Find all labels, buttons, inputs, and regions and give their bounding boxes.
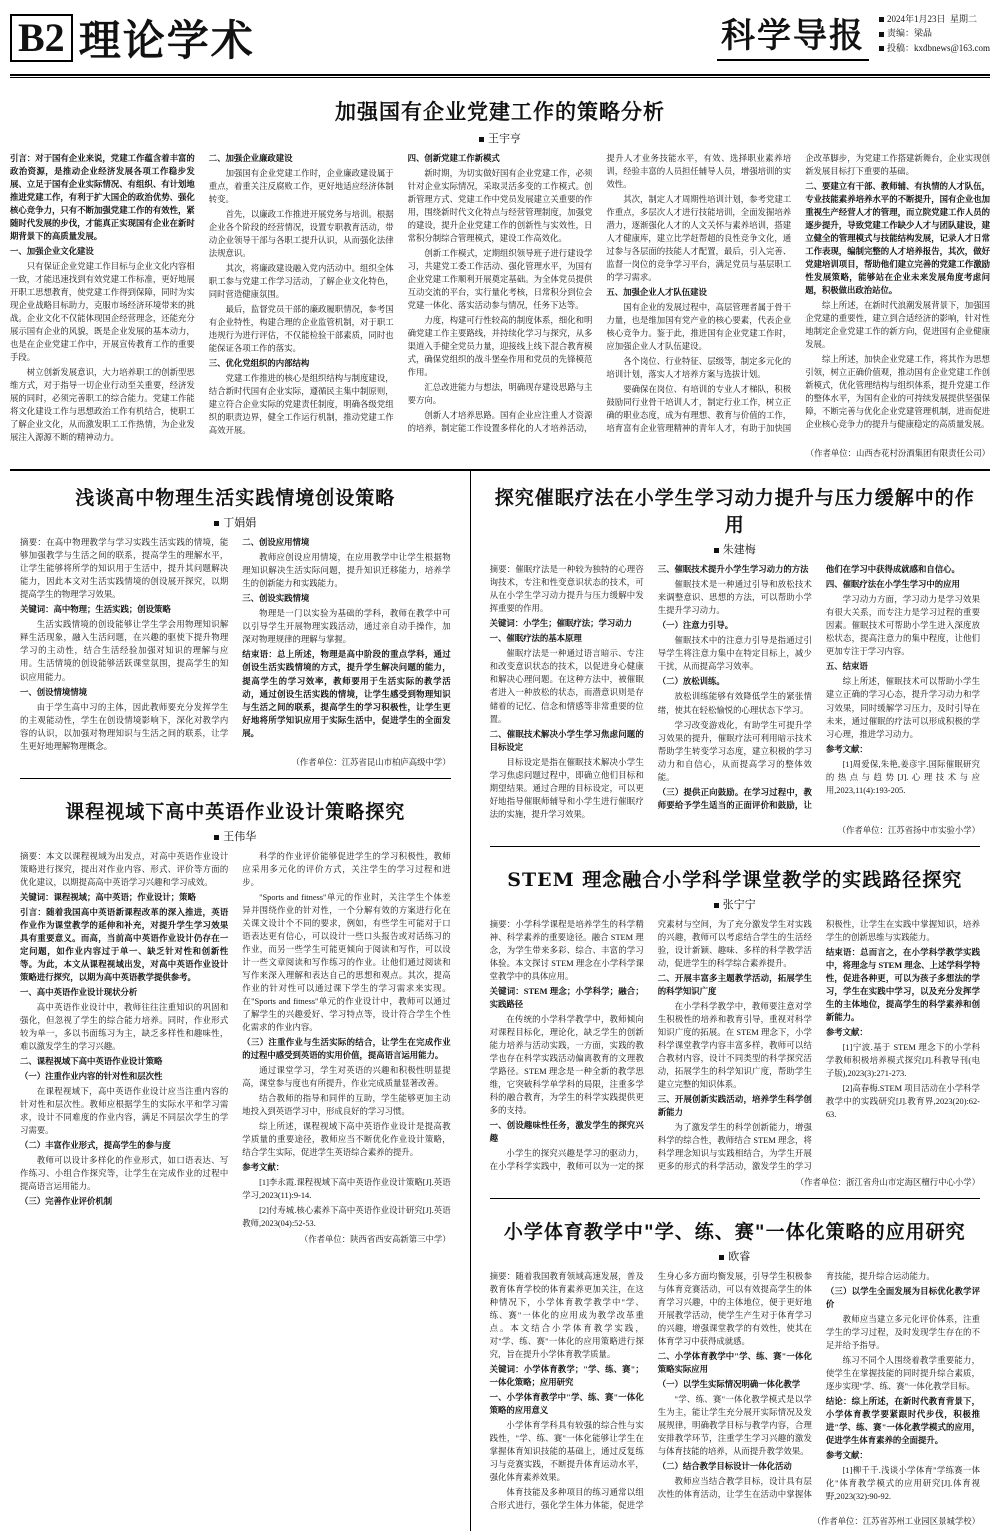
paragraph: 结合教师的指导和同伴的互助，学生能够更加主动地投入到英语学习中，形成良好的学习习惯。 — [242, 1093, 451, 1116]
paragraph: （二）丰富作业形式，提高学生的参与度 — [20, 1140, 171, 1150]
paragraph: 参考文献： — [825, 744, 868, 754]
paragraph: 学习动力方面，学习动力是学习效果有很大关系，而专注力是学习过程的重要因素。催眠技术可帮助小学生进入深度放松状态，提高注意力的集中程度，让他们更加专注于学习内容。 — [825, 595, 980, 657]
paragraph: 催眠技术中的注意力引导是指通过引导学生将注意力集中在特定目标上，减少干扰，从而提高学习效率。 — [657, 636, 812, 672]
lead-article-unit: （作者单位：山西杏花村汾酒集团有限责任公司） — [805, 449, 990, 459]
paragraph: 体育技能及多种项目的练习通常以组合形式进行，强化学生体力体能，促进学生身心多方面均衡发展，引导学生积极参与体育竞赛活动，可以有效提高学生的体育学习兴趣，中的主体地位，便于更好地开展教学活动，使学生产生对于体育学习的兴趣，增强课堂教学的有效性，使其在体育学习中获得成就感。 — [489, 1271, 812, 1511]
paragraph: [2]高春梅.STEM 项目活动在小学科学教学中的实践研究[J].教育界,2023(20):62-63. — [825, 1083, 980, 1119]
paragraph: 五、结束语 — [825, 662, 868, 672]
paragraph: 加强国有企业党建工作时，企业廉政建设属于重点，着重关注反腐败工作，更好地适应经济体制转变。 — [208, 169, 394, 205]
keywords: 关键词：高中物理；生活实践；创设策略 — [20, 605, 171, 615]
article-stem-title: STEM 理念融合小学科学课堂教学的实践路径探究 — [507, 868, 963, 891]
bullet-icon — [719, 1255, 724, 1260]
paragraph: 综上所述，加快企业党建工作，将其作为思想引领，树立正确价值观，推动国有企业党建工作创新模式，优化管理结构与组织体系，提升党建工作的整体水平，为国有企业的可持续发展提供坚强保障，不断完善与优化企业党建管理机制，进而促进企业核心竞争力的提升与健康稳定的高质量发展。 — [805, 355, 990, 430]
article-stem-unit: （作者单位：浙江省舟山市定海区檀行中心小学） — [795, 1177, 980, 1187]
paragraph: 目标设定是指在催眠技术解决小学生学习焦虑问题过程中，即确立他们目标和期望结果。通过合理的目标设定，可以更好地指导催眠师辅导和小学生进行催眠疗法的实施，提升学习效果。 — [489, 757, 644, 819]
paragraph: 一、创设趣味性任务，激发学生的探究兴趣 — [489, 1120, 644, 1143]
paragraph: 生活实践情境的创设能够让学生学会用物理知识解释生活现象，融入生活问题，在兴趣的驱使下提升物理学习的主动性，结合生活经验加强对知识的理解与应用。生活情境的创设能够活跃课堂氛围，提高学生的知识应用能力。 — [20, 620, 229, 682]
keywords: 关键词：STEM 理念；小学科学；融合；实践路径 — [489, 986, 644, 1009]
article-english-body — [20, 850, 451, 1230]
article-english-paragraphs — [20, 850, 451, 1230]
masthead-left — [10, 8, 255, 68]
paragraph: 为了激发学生的科学创新能力，增强科学的综合性，教师结合 STEM 理念，将科学理念知识与实践相结合，为学生开展更多的形式的科学活动，激发学生的学习积极性，让学生在实践中掌握知识，培养学生的创新思维与实践能力。 — [657, 919, 980, 1171]
paragraph: 各个岗位、行业特征、层级等，制定多元化的培训计划，落实人才培养方案与选拔计划。 — [606, 357, 792, 380]
paragraph: 要确保在岗位、有培训的专业人才梯队，积极鼓励同行业骨干培训人才，制定行业工作，树立正确的职业态度，成为有理想、教育与价值的工作，培育富有企业管理精神的青年人才，有助于加快国企改革脚步，为党建工作搭建新舞台，企业实现创新发展目标打下重要的基础。 — [606, 154, 990, 434]
paragraph: 教师应创设应用情境，在应用教学中让学生根据物理知识解决生活实际问题，提升知识迁移能力，培养学生的创新能力和实践能力。 — [242, 553, 451, 589]
paragraph: （一）注重作业内容的针对性和层次性 — [20, 1071, 163, 1081]
paragraph: 创新工作模式，定期组织领导班子进行建设学习，共建党工委工作活动、强化管理水平，为国有企业党建工作顺利开展奠定基础。为全体党员提供互动交流的平台，实行量化考核，日常积分到位会党建一体化、落实活动参与情况，任务下达等。 — [407, 249, 593, 311]
paragraph: 三、创设实践情境 — [242, 594, 310, 604]
paragraph: （二）结合教学目标设计一体化活动 — [657, 1462, 792, 1472]
right-column — [471, 471, 990, 1531]
paragraph: 小学生的探究兴趣是学习的驱动力，在小学科学实践中，教师可以为一定的探究素材与空间，为了充分激发学生对实践的兴趣，教师可以考虑结合学生的生活经验，设计新颖、趣味、多样的科学教学活动，促进学生的科学综合素养提升。 — [489, 919, 812, 1171]
bullet-icon — [214, 835, 219, 840]
paragraph: [1]李永霞.课程视域下高中英语作业设计策略[J].英语学习,2023(11):9-14. — [242, 1177, 451, 1200]
paragraph: 放松训练能够有效降低学生的紧张情绪，使其在轻松愉悦的心理状态下学习。 — [657, 692, 812, 715]
article-stem — [480, 853, 990, 1192]
paragraph: "学、练、赛"一体化教学模式是以学生为主，能让学生充分展开实际情况及发展规律，明确教学目标与教学内容，合理安排教学环节，注重学生学习兴趣的激发与体育技能的培养，从而提升教学效果。 — [657, 1395, 812, 1457]
paragraph: 树立创新发展意识，大力培养职工的创新型思维方式，对于指导一切企业行动至关重要，经济发展的同时，必须完善职工的综合能力。党建工作能将文化建设工作与思想政治工作有机结合，使职工了解企业文化，从而激发职工工作热情，为企业发展注入源源不断的精神动力。 — [10, 368, 195, 443]
editor-line: 责编：梁晶 — [879, 26, 990, 40]
masthead-rule-thin — [10, 77, 990, 78]
paragraph: 参考文献： — [825, 1027, 868, 1037]
article-pe-unit: （作者单位：江苏省苏州工业园区景城学校） — [812, 1517, 980, 1527]
section-title: 理论学术 — [78, 16, 255, 65]
paper-name: 科学导报 — [717, 8, 869, 61]
paragraph: 一、高中英语作业设计现状分析 — [20, 987, 138, 997]
paragraph: 其次，制定人才周期性培训计划，参考党建工作重点，多层次人才进行技能培训，全面发掘培养潜力，逐渐强化人才的人文关怀与素养培训，搭建人才健康库，建立比学赶帮超的良性竞争文化，通过参与各层面的技能人才配置，最后，引入完善、监督一岗位的竞争学习平台，满足党员与基层职工的学习需求。 — [606, 195, 792, 283]
paragraph: 只有保证企业党建工作目标与企业文化内容相一致，才能迅速找到有效党建工作标准，更好地展开职工思想教育，使党建工作得到保障，同时为实现企业战略目标助力，克服市场经济环境带来的挑战。企业文化不仅能体现国企经营理念，还能充分展示国有企业的风貌，既是企业发展的基本动力，也是在企业党建工作中，开展宣传教育工作的重要手段。 — [10, 262, 195, 363]
submit-line: 投稿：kxdbnews@163.com — [879, 41, 990, 55]
article-english-byline: 王伟华 — [20, 828, 451, 844]
left-column — [10, 471, 471, 1531]
paragraph: 创新人才培养思路。国有企业应注重人才资源的培养，制定能工作设置多样化的人才培养活动，提升人才业务技能水平，有效、选择职业素养培训，经验丰富的人员担任辅导人员，增强培训的实效性。 — [407, 154, 792, 434]
article-hypnosis-unit: （作者单位：江苏省扬中市实验小学） — [837, 825, 980, 835]
paragraph: 首先，以廉政工作推进开展党务与培训。根据企业各个阶段的经营情况，设置专职教育活动，带动企业领导干部与各职工提升认识，从而强化法律法规意识。 — [208, 210, 394, 259]
abstract: 摘要：本文以课程视域为出发点，对高中英语作业设计策略进行探究，提出对作业内容、形式、评价等方面的优化建议，以期提高高中英语学习兴趣和学习成效。 — [20, 851, 229, 887]
divider — [490, 1198, 980, 1199]
keywords: 关键词：小学生；催眠疗法；学习动力 — [489, 619, 632, 629]
bullet-icon — [714, 903, 719, 908]
paragraph: 通过课堂学习，学生对英语的兴趣和积极性明显提高，课堂参与度也有所提升，作业完成质量显著改善。 — [242, 1065, 451, 1088]
paragraph: 催眠技术是一种通过引导和放松技术来调整意识、思想的方法，可以帮助小学生提升学习动力。 — [657, 580, 812, 616]
paragraph: 一、创设情境情境 — [20, 687, 87, 697]
paragraph: 参考文献： — [242, 1162, 285, 1172]
paragraph: [2]付寿城.核心素养下高中英语作业设计研究[J].英语教师,2023(04):52-53. — [242, 1206, 451, 1229]
paragraph: 力度，构建可行性较高的制度体系，细化和明确党建工作主要路线，并持续化学习与探究，从多渠道入手健全党员力量，迎接线上线下混合教育模式，确保党组织的战斗堡垒作用和党员的先锋模范作用。 — [407, 316, 593, 378]
masthead — [0, 0, 1000, 72]
paragraph: 在课程视域下，高中英语作业设计应当注重内容的针对性和层次性。教师应根据学生的实际水平和学习需求，设计不同难度的作业内容，满足不同层次学生的学习需要。 — [20, 1086, 229, 1135]
paragraph: [1]宁波.基于 STEM 理念下的小学科学教师积极培养模式探究[J].科教导刊(电子版),2023(3):271-273. — [825, 1042, 980, 1078]
article-hypnosis-byline: 朱建梅 — [490, 541, 980, 557]
paragraph: 小学体育学科具有较强的综合性与实践性，"学、练、赛"一体化能够让学生在掌握体育知识技能的基础上，通过反复练习与竞赛实践，不断提升体育运动水平，强化体育素养效果。 — [489, 1421, 644, 1483]
paragraph: 五、加强企业人才队伍建设 — [606, 288, 707, 298]
paragraph: 教师可以设计多样化的作业形式，如口语表达、写作练习、小组合作探究等，让学生在完成作业的过程中提高语言运用能力。 — [20, 1155, 229, 1191]
paragraph: 高中英语作业设计中，教师往往注重知识的巩固和强化，但忽视了学生的综合能力培养。同时，作业形式较为单一，多以书面练习为主，缺乏多样性和趣味性，难以激发学生的学习兴趣。 — [20, 1002, 229, 1051]
paragraph: 综上所述，催眠技术可以帮助小学生建立正确的学习心态，提升学习动力和学习效果，同时缓解学习压力，及时引导在未来，通过催眠的疗法可以形成积极的学习心理，推进学习动力。 — [825, 677, 980, 739]
article-physics-body — [20, 536, 451, 752]
abstract: 摘要：在高中物理教学与学习实践生活实践的情境，能够加强教学与生活之间的联系，提高学生的理解水平，让学生能够将所学的知识用于生活中，提升其问题解决能力，因此本文对生活实践情境的创设展开探究，以期提高学生的物理学习效果。 — [20, 538, 229, 600]
lead-article — [0, 84, 1000, 463]
paragraph: 学习改变游戏化，有助学生可提升学习效果的提升，催眠疗法可利用暗示技术帮助学生转变学习态度，建立积极的学习动力和自信心，从而提高学习的整体效能。 — [657, 720, 812, 782]
page-number: B2 — [10, 14, 73, 62]
paragraph: 综上所述，课程视域下高中英语作业设计是提高教学质量的重要途径，教师应当不断优化作业设计策略，结合学生实际，促进学生英语综合素养的提升。 — [242, 1121, 451, 1157]
bullet-icon — [214, 521, 219, 526]
paragraph: 引言：随着我国高中英语新课程改革的深入推进，英语作业作为课堂教学的延伸和补充，对提升学生学习效果具有重要意义。而高，当前高中英语作业设计仍存在一定问题，如作业内容过于单一、缺乏针对性和创新性等。为此，本文从课程视域出发，对高中英语作业设计策略进行探究，以期为高中英语教学提供参考。 — [20, 907, 229, 982]
paragraph: 练习不同个人围绕着教学重要能力，使学生在掌握技能的同时提升综合素质，逐步实现"学、练、赛"一体化教学目标。 — [825, 1356, 980, 1392]
paragraph: （三）完善作业评价机制 — [20, 1196, 113, 1206]
paragraph: 在小学科学教学中，教师要注意对学生积极性的培养和教育引导，重视对科学知识广度的拓展。在 STEM 理念下，小学科学课堂教学内容丰富多样，教师可以结合教材内容，设计不同类型的科学探究活动，拓展学生的科学知识广度，帮助学生建立完整的知识体系。 — [657, 1001, 812, 1089]
paragraph: 一、小学体育教学中"学、练、赛"一体化策略的应用意义 — [489, 1393, 644, 1416]
paragraph: 新时期，为切实做好国有企业党建工作，必须针对企业实际情况，采取灵活多变的工作模式。创新管理方式、党建工作中党员发展建立关重要的作用，围绕新时代文化特点与经营管理制度，加强党的建设，提升企业党建工作的创新性与实效性，日常积分制综合管理模式，建设工作高效化。 — [407, 169, 593, 244]
paragraph: 二、加强企业廉政建设 — [208, 154, 293, 163]
paragraph: （一）以学生实际情况明确一体化教学 — [657, 1380, 801, 1390]
divider — [20, 778, 451, 779]
paragraph: 最后，监督党员干部的廉政履职情况，参考国有企业特性，构建合理的企业监管机制，对于职工违规行为进行评估，不仅能检验干部素质，同时也能保证各项工作的落实。 — [208, 305, 394, 354]
paragraph: 党建工作推进的核心是组织结构与制度建设，结合新时代国有企业实际，遵循民主集中制原则，建立符合企业实际的党建责任制度，明确各级党组织的职责边界，健全工作运行机制，推动党建工作高效开展。 — [208, 374, 394, 436]
paragraph: 国有企业的发展过程中，高层管理者属于骨干力量，也是维加国有党产业的核心要素，代表企业核心竞争力。鉴于此，推进国有企业党建工作时，应加强企业人才队伍建设。 — [606, 303, 792, 352]
paragraph: 二、要建立有干部、教师辅、有执情的人才队伍，专业技能素养培养水平的不断提升，国有企业也加重视生产经营人才的管理，而立院党建工作人员的逐步提升，导致党建工作缺少人才与团队建设，建立健全的管理模式与技能结构发展，记录人才日常工作表现，编制完整的人才培养报告，其次，做好党建培训项目，帮助他们建立完善的党建工作激励性发展策略，能够站在企业未来发展角度考虑问题，积极做出政治站位。 — [805, 182, 990, 296]
paragraph: 二、创设应用情境 — [242, 538, 310, 548]
paragraph: 其次，将廉政建设融入党内活动中。组织全体职工参与党建工作学习活动，了解企业文化特色，同时营造健康氛围。 — [208, 264, 394, 300]
paragraph: 三、催眠技术提升小学生学习动力的方法 — [657, 565, 809, 575]
article-physics-unit: （作者单位：江苏省昆山市柏庐高级中学） — [291, 757, 451, 767]
paragraph: 在传统的小学科学教学中，教师倾向对课程目标化，理论化，缺乏学生的创新能力培养与活动实践，一方面，实践的教学也存在科学实践活动偏离教育的文理教学路径。STEM 理念是一种全新的教学思维，它突破科学单学科的局限，注重多学科的融合教育，为学生的科学实践提供更多的支持。 — [489, 1014, 644, 1115]
bullet-icon — [879, 46, 884, 51]
paragraph: （一）注意力引导。 — [657, 621, 734, 631]
paragraph: 一、催眠疗法的基本原理 — [489, 634, 582, 644]
lead-article-byline: 王宇亨 — [10, 130, 990, 146]
bullet-icon — [714, 548, 719, 553]
paragraph: 二、催眠技术解决小学生学习焦虑问题的目标设定 — [489, 729, 644, 752]
abstract: 摘要：小学科学课程是培养学生的科学精神、科学素养的重要途径。融合 STEM 理念，为学生带来多彩、综合、丰富的学习体验。本文探讨 STEM 理念在小学科学课堂教学中的具体应用。 — [489, 919, 644, 981]
abstract: 摘要：随着我国教育领域高速发展，普及教育体育学校的体育素养更加关注，在这种情况下，小学体育教学教学中"学、练、赛"一体化的应用成为教学改革重点。本文结合小学体育教学实践，对"学、练、赛"一体化的应用策略进行探究，旨在提升小学体育教学质量。 — [489, 1271, 644, 1360]
middle-region — [0, 471, 1000, 1531]
paragraph: （二）放松训练。 — [657, 677, 725, 687]
paragraph: 综上所述，在新时代浪潮发展背景下，加强国企党建的重要性，建立到合适经济的影响，针对性地制定企业党建工作的新方向，促进国有企业健康发展。 — [805, 301, 990, 350]
paragraph: 结束语：总而言之，在小学科学教学实践中，将理念与 STEM 理念、上述学科学特性，促进各种更，可以为孩子多想法的学习，学生在实践中学习，以及充分发挥学生的主体地位，提高学生的科学素养和创新能力。 — [825, 947, 980, 1022]
masthead-right — [717, 8, 990, 61]
bullet-icon — [879, 17, 884, 22]
bullet-icon — [479, 137, 484, 142]
article-stem-byline: 张宁宁 — [490, 896, 980, 912]
paragraph: 教师应当结合教学目标，设计具有层次性的体育活动，让学生在活动中掌握体育技能，提升综合运动能力。 — [657, 1271, 935, 1500]
paragraph: 结束语：总上所述，物理是高中阶段的重点学科，通过创设生活实践情境的方式，提升学生解决问题的能力，提高学生的学习效率，教师要用于生活实际的教学活动，通过创设生活实践的情境，让学生感受到物理知识与生活之间的联系，提高学生的学习积极性，让学生更好地将所学知识应用于实际生活中，促进学生的全面发展。 — [242, 650, 451, 738]
article-pe-byline: 欧睿 — [490, 1248, 980, 1264]
article-physics-title: 浅谈高中物理生活实践情境创设策略 — [75, 487, 396, 510]
bullet-icon — [879, 32, 884, 37]
paragraph: 参考文献： — [825, 1451, 868, 1461]
keywords: 关键词：小学体育教学；"学、练、赛"；一体化策略；应用研究 — [489, 1365, 644, 1388]
article-physics — [10, 471, 461, 771]
article-english-title: 课程视域下高中英语作业设计策略探究 — [65, 800, 406, 823]
paragraph: 汇总改进能力与想法，明确现存建设思路与主要方向。 — [407, 383, 593, 406]
paragraph: 由于学生高中习的主体，因此教师要充分发挥学生的主观能动性，学生在创设情境影响下，深化对教学内容的认识，以加强对物理知识与生活之间的联系，让学生更好地理解物理概念。 — [20, 702, 229, 751]
paragraph: 四、催眠疗法在小学生学习中的应用 — [825, 580, 960, 590]
paragraph: 教师应当建立多元化评价体系，注重学生的学习过程，及时发现学生存在的不足并给予指导。 — [825, 1314, 980, 1351]
masthead-meta — [879, 8, 990, 55]
paragraph: 二、开展丰富多主题教学活动，拓展学生的科学知识广度 — [657, 973, 812, 996]
lead-article-title: 加强国有企业党建工作的策略分析 — [335, 99, 665, 124]
paragraph: 二、小学体育教学中"学、练、赛"一体化策略实际应用 — [657, 1352, 812, 1375]
article-hypnosis-title: 探究催眠疗法在小学生学习动力提升与压力缓解中的作用 — [494, 487, 975, 537]
paragraph: （三）提供正向鼓励。在学习过程中，教师要给予学生适当的正面评价和鼓励，让他们在学习中获得成就感和自信心。 — [657, 565, 960, 810]
paragraph: （三）以学生全面发展为目标优化教学评价 — [825, 1286, 980, 1309]
paragraph: [1]柳千千.浅谈小学体育"学练赛一体化"体育教学模式的应用研究[J].体育视野,2023(32):90-92. — [825, 1466, 980, 1502]
article-pe-title: 小学体育教学中"学、练、赛"一体化策略的应用研究 — [503, 1220, 966, 1243]
paragraph: 物理是一门以实验为基础的学科，教师在教学中可以引导学生开展物理实践活动，通过亲自动手操作，加深对物理规律的理解与掌握。 — [242, 609, 451, 645]
article-english — [10, 785, 461, 1249]
divider — [490, 846, 980, 847]
paragraph: （三）注重作业与生活实际的结合，让学生在完成作业的过程中感受到英语的实用价值，提高语言运用能力。 — [242, 1037, 451, 1060]
paragraph: [1]周爱保,朱艳,姜彦宇.国际催眠研究的热点与趋势[J].心理技术与应用,2023,11(4):193-205. — [825, 759, 980, 795]
paragraph: 引言：对于国有企业来说，党建工作蕴含着丰富的政治资源，是推动企业经济发展各项工作稳步发展、立足于国有企业实际情况、有组织、有计划地推进党建工作，有利于扩大国企的政治优势、强化核心竞争力，只有不断加强党建工作的有效性，紧随时代发展的步伐，才能真正实现国有企业在新时期背景下的高质量发展。 — [10, 154, 195, 242]
abstract: 摘要：催眠疗法是一种较为独特的心理咨询技术，专注和性变意识状态的技术，可从在小学生学习动力提升与压力缓解中发挥重要的作用。 — [489, 565, 644, 614]
paragraph: 结论：综上所述，在新时代教育背景下，小学体育教学要紧跟时代步伐，积极推进"学、练、赛"一体化教学模式的应用，促进学生体育素养的全面提升。 — [825, 1397, 980, 1446]
paragraph: 三、开展创新实践活动，培养学生科学创新能力 — [657, 1094, 812, 1117]
article-stem-body — [490, 918, 980, 1173]
article-english-unit: （作者单位：陕西省西安高新第三中学） — [299, 1235, 451, 1245]
keywords: 关键词：课程视域；高中英语；作业设计；策略 — [20, 892, 196, 902]
article-hypnosis-body — [490, 563, 980, 820]
article-pe — [480, 1205, 990, 1531]
paragraph: 三、优化党组织的内部结构 — [208, 359, 310, 369]
paragraph: 催眠疗法是一种通过语言暗示、专注和改变意识状态的技术，以促进身心健康和解决心理问题。在这种方法中，被催眠者进入一种放松的状态，而潜意识则是存储着的记忆、信念和情感等非常重要的位置。 — [489, 649, 644, 724]
paragraph: 科学的作业评价能够促进学生的学习积极性，教师应采用多元化的评价方式，关注学生的学习过程和进步。 — [242, 851, 451, 887]
paragraph: "Sports and fitness"单元的作业时，关注学生个体差异并围绕作业的针对性，一个分解有效的方案进行化在关课文设计个不同的要求，例如，有些学生可能对于口语表达更有信心，可以设计一些口头报告或对话练习的作业，而另一些学生可能更倾向于阅读和写作，可以设计一些文章阅读和写作练习的作业。让他们通过阅读和写作来深入理解和表达自己的思想和观点。其次，提高作业的针对性可以通过课下学生的学习需求来实现。在"Sports and fitness"单元的作业设计中，教师可以通过了解学生的兴趣爱好、学习特点等，设计符合学生个性化需求的作业内容。 — [242, 892, 451, 1032]
article-physics-byline: 丁娟娟 — [20, 514, 451, 530]
paragraph: 四、创新党建工作新模式 — [407, 154, 500, 163]
paragraph: 二、课程视域下高中英语作业设计策略 — [20, 1056, 163, 1066]
article-pe-body — [490, 1270, 980, 1512]
issue-date-line: 2024年1月23日 星期二 — [879, 12, 990, 26]
article-hypnosis — [480, 471, 990, 839]
paragraph: 一、加强企业文化建设 — [10, 247, 94, 257]
masthead-rule-thick — [10, 74, 990, 76]
lead-article-body — [10, 152, 990, 444]
